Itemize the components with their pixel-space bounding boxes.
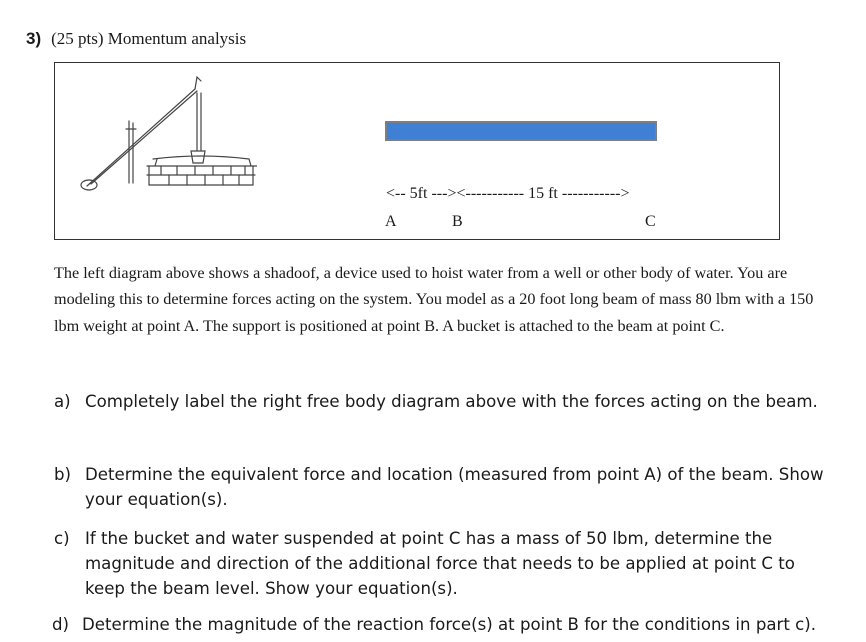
question-label: c) <box>54 529 70 548</box>
point-c-label: C <box>645 213 656 230</box>
problem-number: 3) <box>26 29 42 48</box>
point-a-label: A <box>385 213 397 230</box>
question-d <box>52 612 852 638</box>
dimension-label: <-- 5ft ---><----------- 15 ft -----------> <box>386 185 630 202</box>
question-text: Determine the magnitude of the reaction force(s) at point B for the conditions in part c). <box>82 615 817 634</box>
problem-title: (25 pts) Momentum analysis <box>51 29 247 48</box>
question-label: d) <box>52 615 70 634</box>
question-text: Completely label the right free body diagram above with the forces acting on the beam. <box>85 392 818 411</box>
figure-box <box>54 62 780 240</box>
question-a <box>54 389 834 415</box>
question-label: a) <box>54 392 71 411</box>
question-text: Determine the equivalent force and location (measured from point A) of the beam. Show your equation(s). <box>85 465 824 509</box>
problem-heading <box>26 29 246 49</box>
problem-description: The left diagram above shows a shadoof, a device used to hoist water from a well or other body of water. You are modeling this to determine forces acting on the system. You model as a 20 foot long beam of mass 80 lbm with a 150 lbm weight at point A. The support is positioned at point B. A bucket is attached to the beam at point C. <box>54 264 814 335</box>
beam-diagram <box>385 121 657 141</box>
point-b-label: B <box>452 213 463 230</box>
question-text: If the bucket and water suspended at point C has a mass of 50 lbm, determine the magnitude and direction of the additional force that needs to be applied at point C to keep the beam level. Show your equation(s). <box>85 529 795 598</box>
shadoof-illustration <box>77 71 257 193</box>
question-c <box>54 526 834 602</box>
question-b <box>54 462 834 514</box>
question-label: b) <box>54 465 72 484</box>
